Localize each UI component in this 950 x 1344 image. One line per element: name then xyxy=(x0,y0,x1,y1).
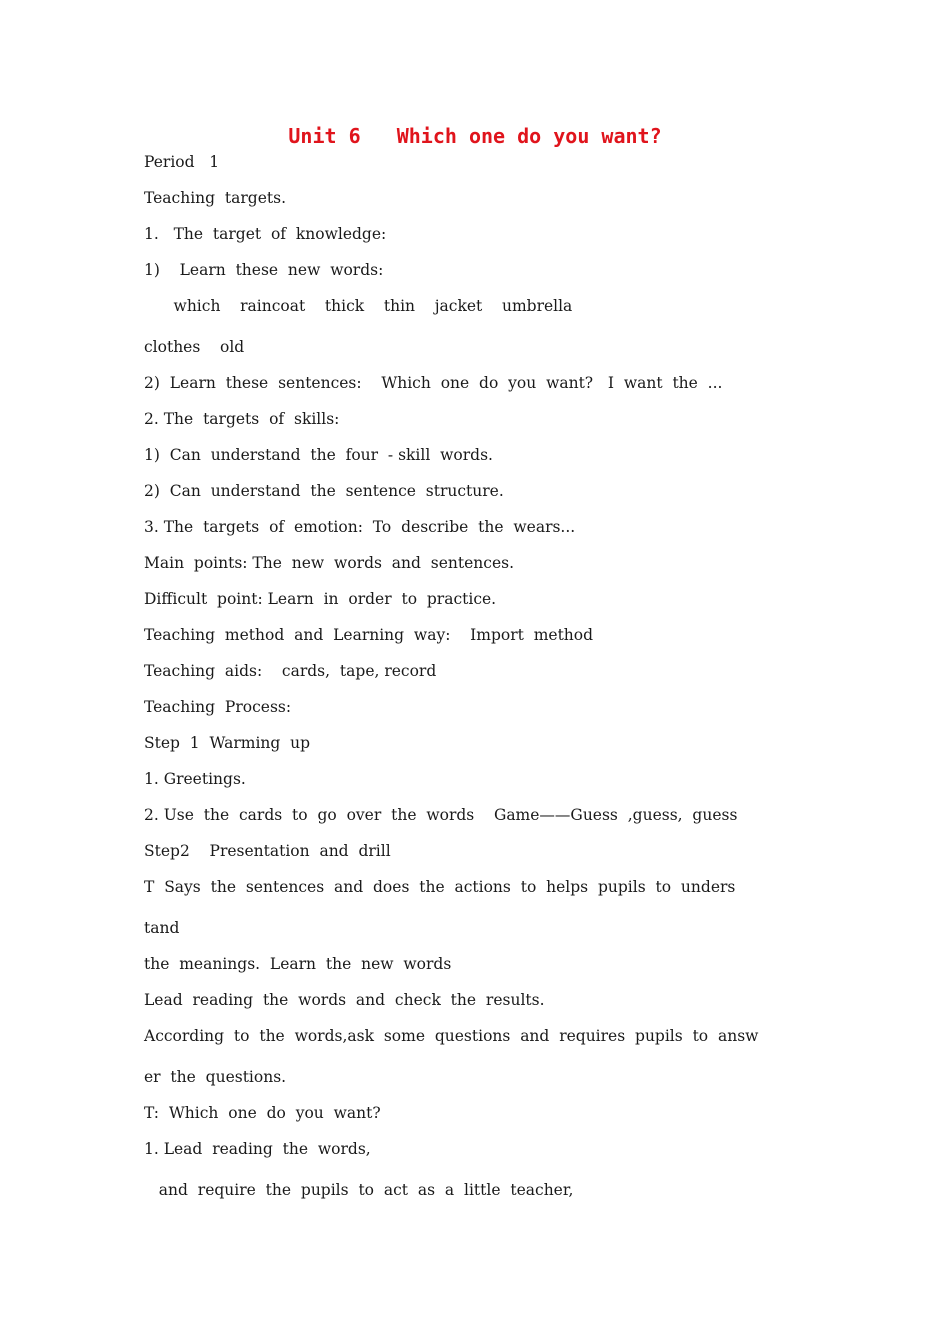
text-line: Lead reading the words and check the results. xyxy=(144,991,545,1009)
text-line: T Says the sentences and does the actions to helps pupils to unders xyxy=(144,878,736,896)
text-line: tand xyxy=(144,919,180,937)
text-line: er the questions. xyxy=(144,1068,287,1086)
text-line: Teaching aids: cards, tape, record xyxy=(144,662,437,680)
text-line: 1. Greetings. xyxy=(144,770,246,788)
text-line: T: Which one do you want? xyxy=(144,1104,381,1122)
text-line: 1. The target of knowledge: xyxy=(144,225,387,243)
text-line: Teaching targets. xyxy=(144,189,287,207)
text-line: 2. The targets of skills: xyxy=(144,410,340,428)
text-line: clothes old xyxy=(144,338,245,356)
text-line: Step 1 Warming up xyxy=(144,734,311,752)
text-line: 2) Learn these sentences: Which one do you want? I want the ... xyxy=(144,374,723,392)
text-line: 1. Lead reading the words, xyxy=(144,1140,371,1158)
text-line: 2) Can understand the sentence structure. xyxy=(144,482,504,500)
text-line: and require the pupils to act as a little teacher, xyxy=(144,1181,574,1199)
text-line: 2. Use the cards to go over the words Game——Guess ,guess, guess xyxy=(144,806,738,824)
document-title: Unit 6 Which one do you want? xyxy=(288,124,662,148)
text-line: Teaching method and Learning way: Import method xyxy=(144,626,594,644)
text-line: the meanings. Learn the new words xyxy=(144,955,452,973)
text-line: Period 1 xyxy=(144,153,220,171)
text-line: Main points: The new words and sentences. xyxy=(144,554,515,572)
text-line: which raincoat thick thin jacket umbrella xyxy=(144,297,573,315)
text-line: 3. The targets of emotion: To describe the wears... xyxy=(144,518,576,536)
text-line: Difficult point: Learn in order to practice. xyxy=(144,590,497,608)
text-line: Teaching Process: xyxy=(144,698,292,716)
text-line: Step2 Presentation and drill xyxy=(144,842,391,860)
text-line: 1) Can understand the four - skill words. xyxy=(144,446,493,464)
text-line: 1) Learn these new words: xyxy=(144,261,384,279)
text-line: According to the words,ask some questions and requires pupils to answ xyxy=(144,1027,759,1045)
